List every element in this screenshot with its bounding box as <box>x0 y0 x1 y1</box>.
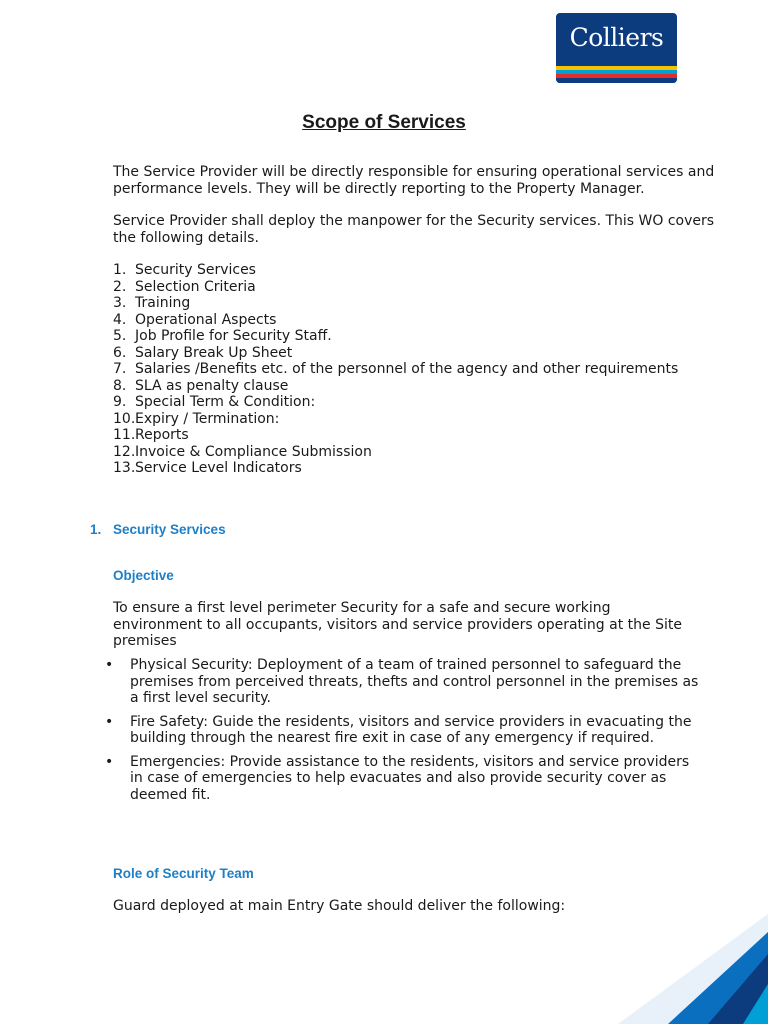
list-item <box>113 328 678 345</box>
bullet-item <box>105 714 705 747</box>
objective-text: To ensure a first level perimeter Security for a safe and secure working environment to all occupants, visitors and service providers operating at the Site premises <box>113 600 682 649</box>
list-item-number: 13. <box>113 460 136 476</box>
list-item-label: Operational Aspects <box>135 311 277 328</box>
list-item-label: Salary Break Up Sheet <box>135 344 293 361</box>
list-item <box>113 279 678 296</box>
list-item-label: Job Profile for Security Staff. <box>135 328 332 344</box>
bullet-icon: • <box>105 657 114 673</box>
list-item <box>113 378 678 395</box>
list-item <box>113 411 678 428</box>
list-item-label: Reports <box>135 427 189 443</box>
list-item-label: SLA as penalty clause <box>135 377 289 394</box>
list-item-number: 12. <box>113 443 136 460</box>
intro-paragraph-1: The Service Provider will be directly responsible for ensuring operational services and performance levels. They will be directly reporting to the Property Manager. <box>113 164 715 197</box>
list-item <box>113 345 678 362</box>
list-item-number: 2. <box>113 278 127 295</box>
bullet-icon: • <box>105 753 114 770</box>
bullet-item <box>105 657 705 707</box>
logo-stripes <box>556 66 677 83</box>
role-heading: Role of Security Team <box>113 866 254 881</box>
list-item-label: Selection Criteria <box>135 278 256 295</box>
section-heading: Security Services <box>113 522 226 537</box>
list-item-number: 1. <box>113 262 127 278</box>
list-item-number: 3. <box>113 295 127 311</box>
bullet-text: Emergencies: Provide assistance to the residents, visitors and service providers in case of emergencies to help evacuates and also provide security cover as deemed fit. <box>130 753 690 803</box>
list-item-number: 4. <box>113 311 127 328</box>
list-item <box>113 394 678 411</box>
bullet-item <box>105 754 705 804</box>
list-item-number: 7. <box>113 361 127 377</box>
bullet-text: Physical Security: Deployment of a team of trained personnel to safeguard the premises from perceived threats, thefts and control personnel in the premises as a first level security. <box>130 657 699 706</box>
list-item-label: Salaries /Benefits etc. of the personnel of the agency and other requirements <box>135 361 679 377</box>
list-item-number: 9. <box>113 394 127 410</box>
list-item-label: Security Services <box>135 262 256 278</box>
objective-bullets <box>105 657 705 810</box>
role-text: Guard deployed at main Entry Gate should deliver the following: <box>113 898 566 914</box>
list-item-number: 10. <box>113 410 136 427</box>
list-item-label: Special Term & Condition: <box>135 394 316 410</box>
list-item <box>113 295 678 312</box>
list-item-number: 11. <box>113 427 136 443</box>
list-item-label: Invoice & Compliance Submission <box>135 443 372 460</box>
list-item-label: Training <box>135 295 191 311</box>
list-item <box>113 312 678 329</box>
list-item <box>113 262 678 279</box>
bullet-icon: • <box>105 713 114 730</box>
list-item-label: Service Level Indicators <box>135 460 302 476</box>
list-item-number: 8. <box>113 377 127 394</box>
list-item-label: Expiry / Termination: <box>135 410 280 427</box>
intro-paragraph-2: Service Provider shall deploy the manpower for the Security services. This WO covers the following details. <box>113 213 715 246</box>
objective-heading: Objective <box>113 568 174 583</box>
colliers-logo <box>556 13 677 83</box>
corner-decoration <box>598 914 768 1024</box>
logo-wordmark: Colliers <box>569 23 664 52</box>
section-number: 1. <box>90 522 102 537</box>
contents-list <box>113 262 678 477</box>
list-item <box>113 444 678 461</box>
page-title: Scope of Services <box>302 112 466 133</box>
list-item-number: 6. <box>113 344 127 361</box>
list-item-number: 5. <box>113 328 127 344</box>
list-item <box>113 361 678 378</box>
list-item <box>113 427 678 444</box>
bullet-text: Fire Safety: Guide the residents, visitors and service providers in evacuating the building through the nearest fire exit in case of any emergency if required. <box>130 713 692 746</box>
list-item <box>113 460 678 477</box>
